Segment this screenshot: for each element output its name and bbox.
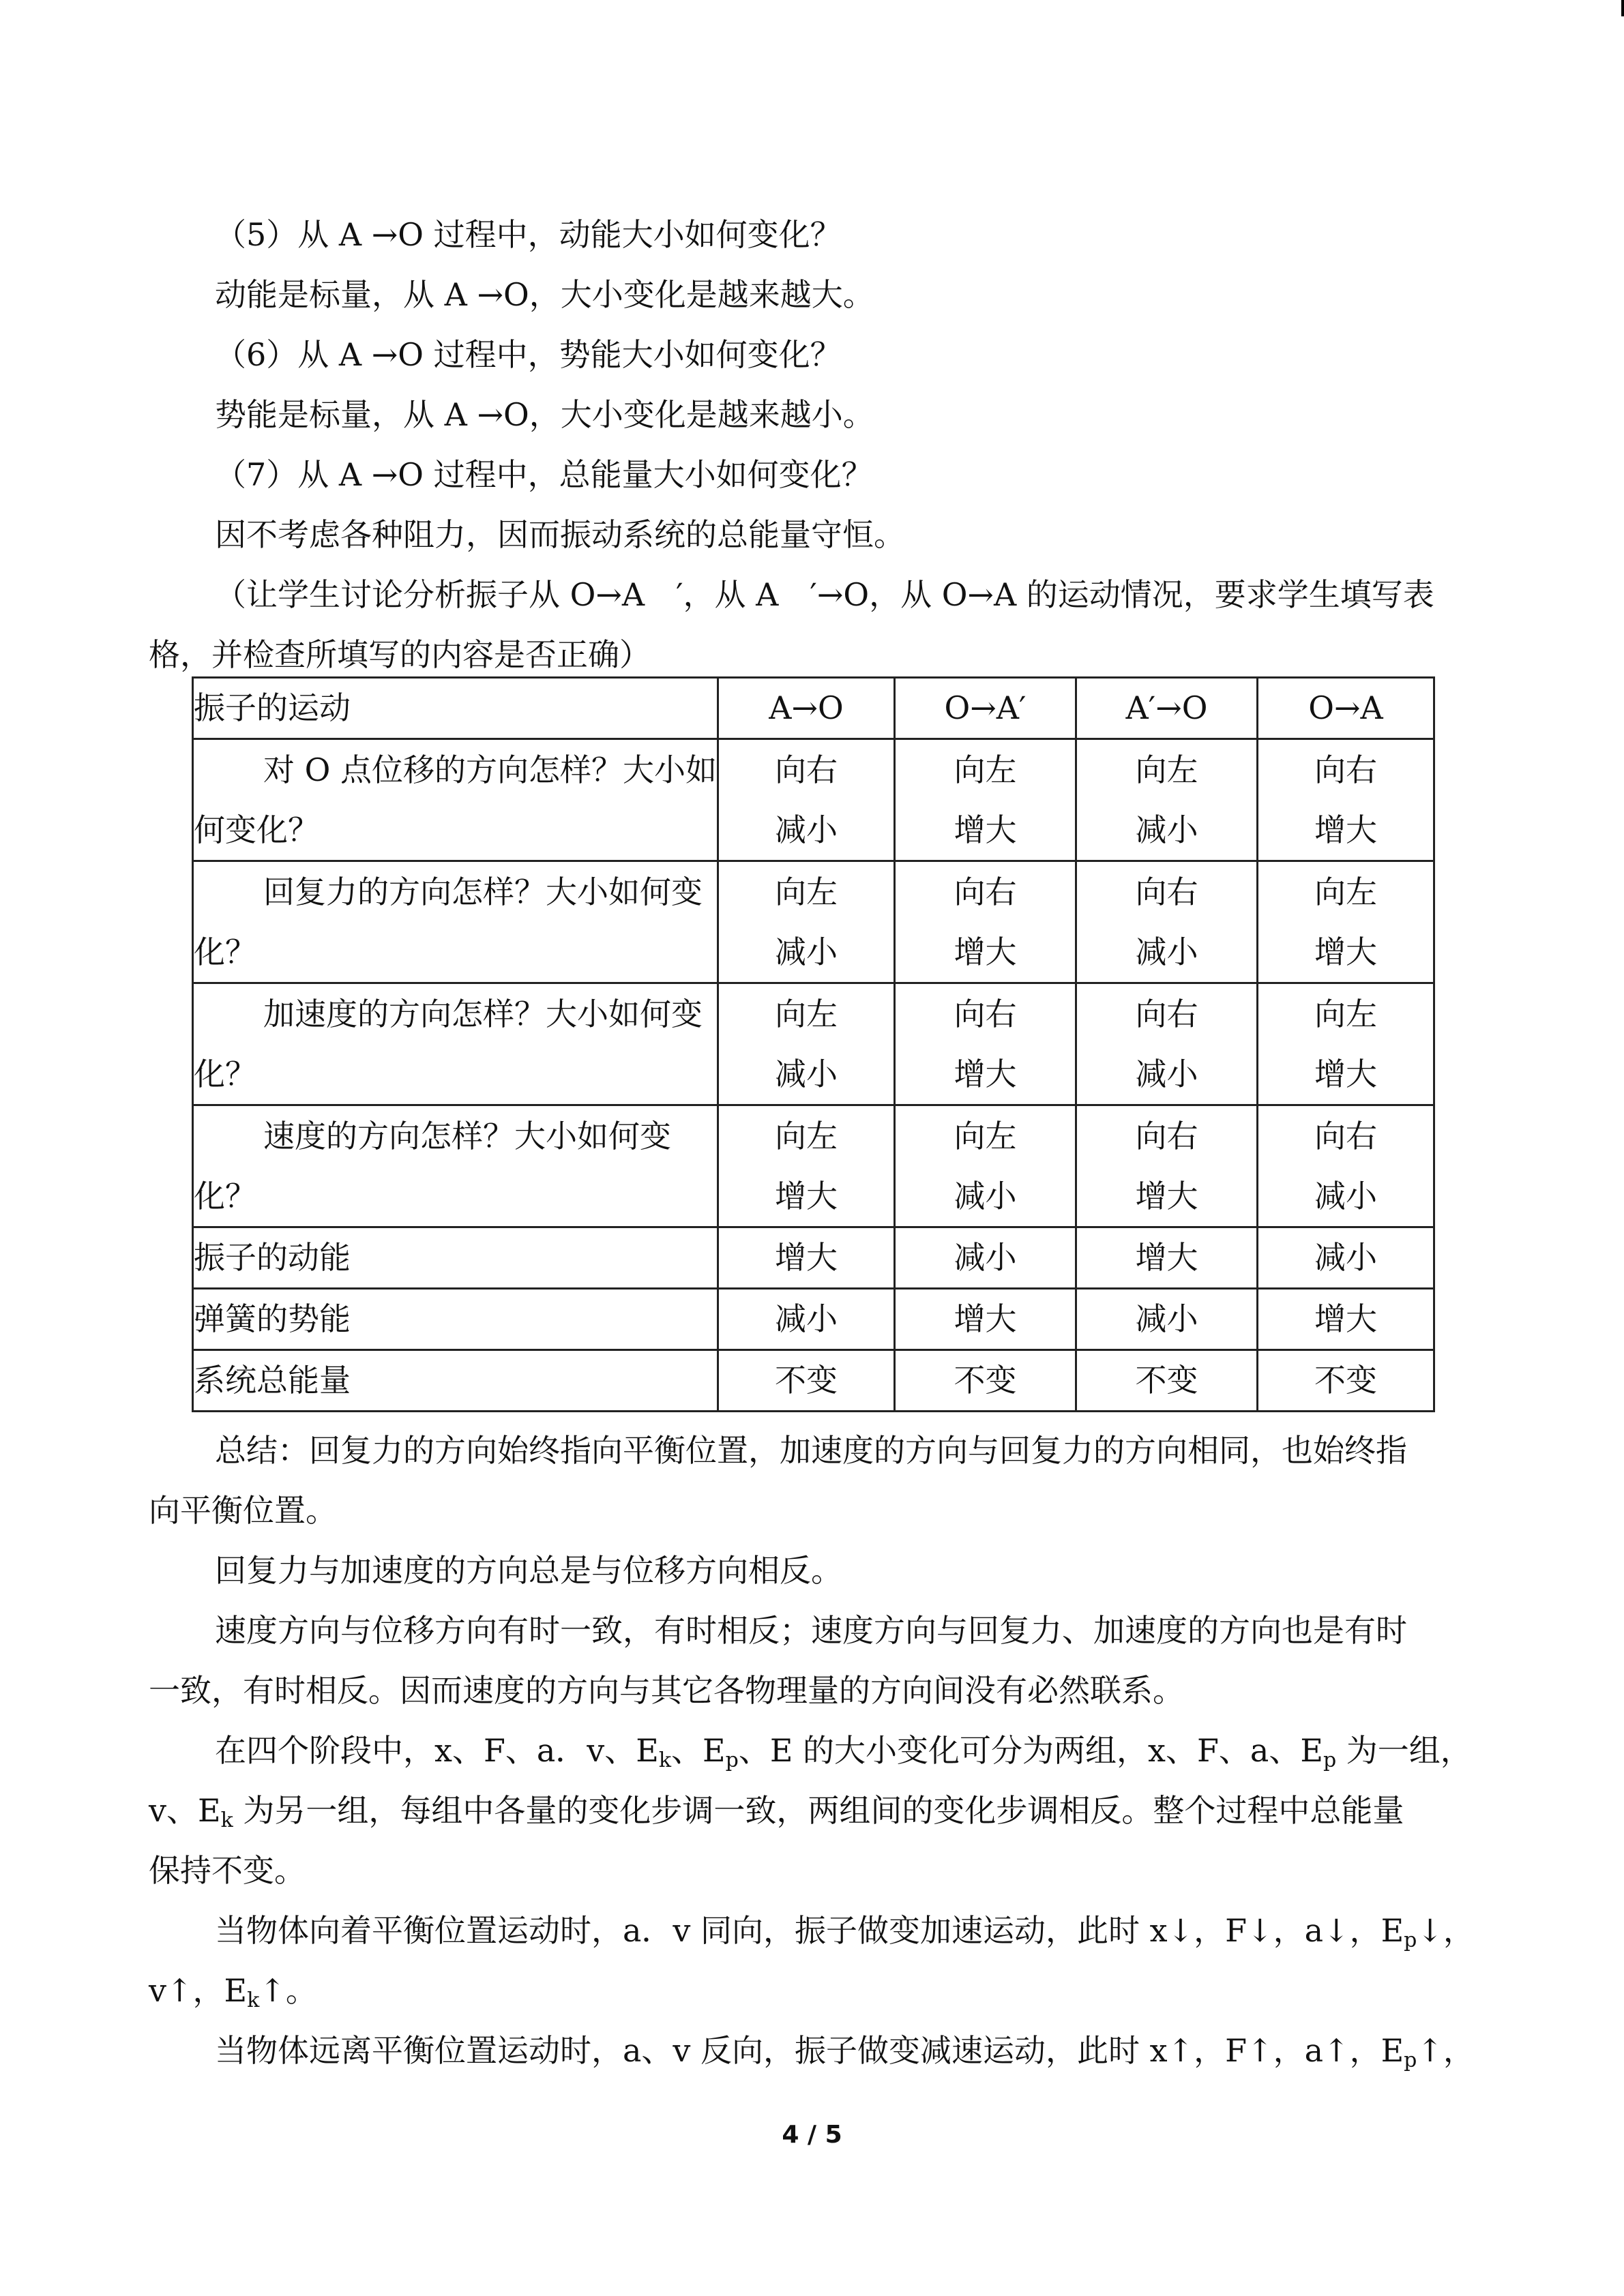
paragraph-q6: （6）从 A →O 过程中，势能大小如何变化？ (215, 336, 842, 373)
direction: 向左 (954, 751, 1017, 788)
text: ↑， (1417, 2032, 1475, 2069)
row-label: 系统总能量 (193, 1350, 718, 1412)
answer-cell (718, 1105, 895, 1227)
value-cell: 减小 (895, 1227, 1076, 1289)
direction: 向左 (1135, 751, 1198, 788)
question-cell: 回复力的方向怎样？大小如何变化？ (193, 861, 718, 983)
direction: 向右 (1135, 996, 1198, 1032)
magnitude: 增大 (1314, 934, 1377, 970)
text: 在四个阶段中，x、F、a．v、E (215, 1732, 659, 1769)
header-cell: O→A′ (895, 678, 1076, 739)
answer-cell (1258, 739, 1434, 861)
paragraph-instruction-line2: 格，并检查所填写的内容是否正确） (149, 636, 651, 673)
summary-paragraph-2: 回复力与加速度的方向总是与位移方向相反。 (215, 1552, 842, 1589)
paragraph-instruction-line1: （让学生讨论分析振子从 O→A ′，从 A ′→O，从 O→A 的运动情况，要求学生填写表 (215, 576, 1434, 613)
answer-cell (895, 1105, 1076, 1227)
direction: 向左 (775, 874, 838, 910)
table-row (193, 1227, 1434, 1289)
value-cell: 不变 (1076, 1350, 1258, 1412)
value-cell: 减小 (718, 1289, 895, 1350)
direction: 向右 (954, 874, 1017, 910)
row-label: 振子的动能 (193, 1227, 718, 1289)
subscript: p (1323, 1748, 1337, 1772)
answer-cell (1258, 1105, 1434, 1227)
value-cell: 增大 (718, 1227, 895, 1289)
direction: 向左 (1314, 874, 1377, 910)
answer-cell (1076, 861, 1258, 983)
magnitude: 减小 (1314, 1178, 1377, 1214)
value-cell: 增大 (1258, 1289, 1434, 1350)
value-cell: 不变 (1258, 1350, 1434, 1412)
answer-cell (718, 861, 895, 983)
magnitude: 减小 (954, 1178, 1017, 1214)
subscript: k (658, 1748, 672, 1772)
page-number: 4 / 5 (782, 2121, 842, 2149)
answer-cell (1258, 861, 1434, 983)
direction: 向左 (775, 996, 838, 1032)
magnitude: 减小 (1135, 934, 1198, 970)
direction: 向左 (954, 1118, 1017, 1154)
paragraph-q7: （7）从 A →O 过程中，总能量大小如何变化？ (215, 456, 873, 493)
direction: 向右 (1314, 751, 1377, 788)
direction: 向左 (775, 1118, 838, 1154)
direction: 向右 (954, 996, 1017, 1032)
subscript: k (220, 1808, 233, 1832)
text: 为一组， (1336, 1732, 1472, 1769)
summary-paragraph-3-line1: 速度方向与位移方向有时一致，有时相反；速度方向与回复力、加速度的方向也是有时 (215, 1612, 1407, 1649)
text: 、E (671, 1732, 726, 1769)
summary-paragraph-5-line2 (149, 1970, 317, 2011)
answer-cell (718, 983, 895, 1105)
direction: 向右 (1135, 874, 1198, 910)
subscript: k (247, 1988, 260, 2012)
answer-cell (1258, 983, 1434, 1105)
answer-cell (1076, 983, 1258, 1105)
question-cell: 对 O 点位移的方向怎样？大小如何变化？ (193, 739, 718, 861)
summary-paragraph-4-line1 (215, 1730, 1472, 1771)
magnitude: 减小 (1135, 811, 1198, 848)
direction: 向左 (1314, 996, 1377, 1032)
paragraph-q5: （5）从 A →O 过程中，动能大小如何变化？ (215, 216, 842, 253)
paragraph-a7: 因不考虑各种阻力，因而振动系统的总能量守恒。 (215, 516, 905, 553)
table-row (193, 1289, 1434, 1350)
table-row (193, 739, 1434, 861)
magnitude: 减小 (1135, 1056, 1198, 1092)
direction: 向右 (1314, 1118, 1377, 1154)
question-cell: 速度的方向怎样？大小如何变化？ (193, 1105, 718, 1227)
text: 为另一组，每组中各量的变化步调一致，两组间的变化步调相反。整个过程中总能量 (233, 1792, 1404, 1829)
summary-line2: 向平衡位置。 (149, 1492, 337, 1529)
table-row (193, 1350, 1434, 1412)
summary-line1: 总结：回复力的方向始终指向平衡位置，加速度的方向与回复力的方向相同，也始终指 (215, 1432, 1407, 1469)
question-cell: 加速度的方向怎样？大小如何变化？ (193, 983, 718, 1105)
magnitude: 增大 (1135, 1178, 1198, 1214)
value-cell: 增大 (1076, 1227, 1258, 1289)
row-label: 弹簧的势能 (193, 1289, 718, 1350)
summary-paragraph-5-line1 (215, 1910, 1475, 1951)
direction: 向右 (1135, 1118, 1198, 1154)
subscript: p (725, 1748, 739, 1772)
magnitude: 增大 (954, 811, 1017, 848)
magnitude: 增大 (1314, 811, 1377, 848)
text: 、E 的大小变化可分为两组，x、F、a、E (738, 1732, 1323, 1769)
magnitude: 增大 (1314, 1056, 1377, 1092)
direction: 向右 (775, 751, 838, 788)
answer-cell (895, 861, 1076, 983)
text: v、E (149, 1792, 221, 1829)
motion-table (192, 676, 1435, 1412)
table-row (193, 861, 1434, 983)
answer-cell (718, 739, 895, 861)
magnitude: 减小 (775, 811, 838, 848)
magnitude: 增大 (775, 1178, 838, 1214)
paragraph-a6: 势能是标量，从 A →O，大小变化是越来越小。 (215, 396, 874, 433)
header-cell-label: 振子的运动 (193, 678, 718, 739)
table-header-row (193, 678, 1434, 739)
value-cell: 减小 (1076, 1289, 1258, 1350)
summary-paragraph-6-line1 (215, 2030, 1475, 2071)
text: v↑，E (149, 1972, 248, 2009)
magnitude: 减小 (775, 934, 838, 970)
page-edge-mark (1621, 0, 1624, 16)
text: ↓， (1417, 1912, 1475, 1949)
subscript: p (1404, 1928, 1417, 1952)
text: 当物体远离平衡位置运动时，a、v 反向，振子做变减速运动，此时 x↑，F↑，a↑，E (215, 2032, 1404, 2069)
magnitude: 增大 (954, 934, 1017, 970)
table-row (193, 983, 1434, 1105)
value-cell: 减小 (1258, 1227, 1434, 1289)
text: ↑。 (259, 1972, 317, 2009)
magnitude: 减小 (775, 1056, 838, 1092)
answer-cell (1076, 739, 1258, 861)
value-cell: 增大 (895, 1289, 1076, 1350)
value-cell: 不变 (895, 1350, 1076, 1412)
magnitude: 增大 (954, 1056, 1017, 1092)
header-cell: O→A (1258, 678, 1434, 739)
header-cell: A→O (718, 678, 895, 739)
summary-paragraph-4-line2 (149, 1790, 1404, 1831)
answer-cell (1076, 1105, 1258, 1227)
value-cell: 不变 (718, 1350, 895, 1412)
header-cell: A′→O (1076, 678, 1258, 739)
summary-paragraph-3-line2: 一致，有时相反。因而速度的方向与其它各物理量的方向间没有必然联系。 (149, 1672, 1184, 1709)
answer-cell (895, 739, 1076, 861)
subscript: p (1404, 2048, 1417, 2072)
text: 当物体向着平衡位置运动时，a．v 同向，振子做变加速运动，此时 x↓，F↓，a↓，E (215, 1912, 1404, 1949)
table-row (193, 1105, 1434, 1227)
paragraph-a5: 动能是标量，从 A →O，大小变化是越来越大。 (215, 276, 874, 313)
summary-paragraph-4-line3: 保持不变。 (149, 1852, 306, 1889)
answer-cell (895, 983, 1076, 1105)
